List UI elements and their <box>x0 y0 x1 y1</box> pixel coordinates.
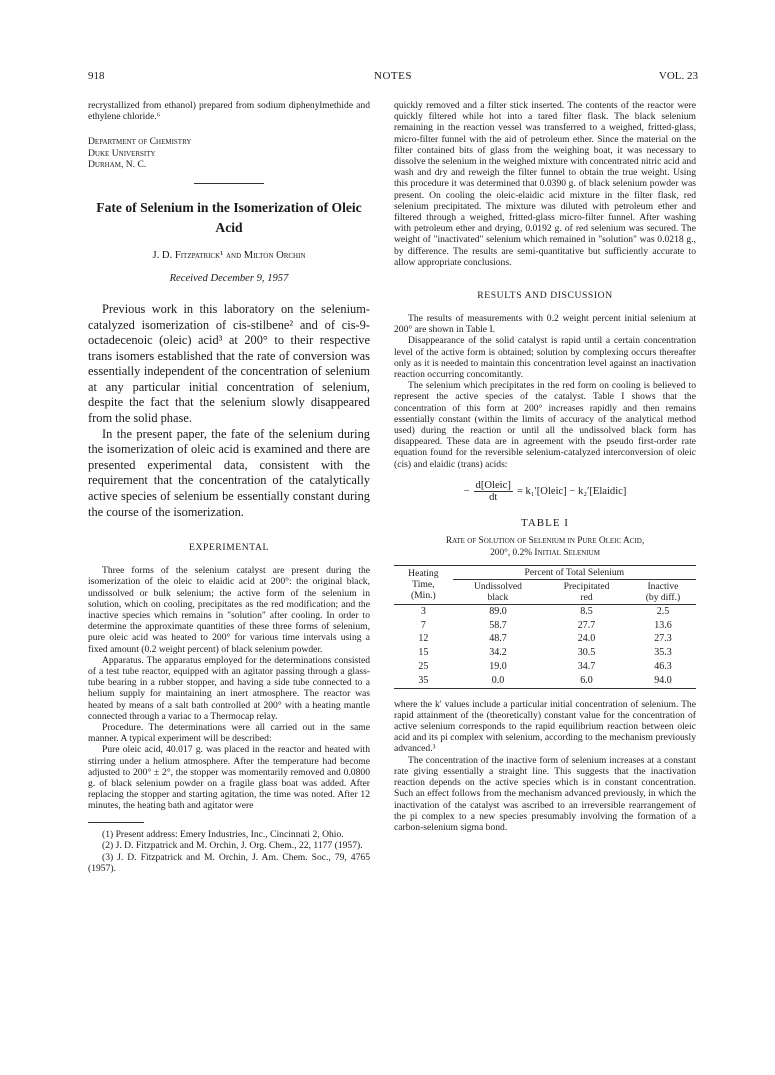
table-cell: 13.6 <box>654 619 672 631</box>
header-line: Time, <box>412 579 435 591</box>
discussion-paragraph: The concentration of the inactive form of selenium increases at a constant rate giving essentially a straight line. This suggests that the inactivation reaction depends on the active species which is in constant concentration. Such an effect follows from the mechanism advanced previously, in which the inactivation of the catalyst was ascribed to an irreversible rearrangement of the pi complex to a new species presumably involving the formation of a carbon-selenium sigma bond. <box>394 754 696 833</box>
results-heading: RESULTS AND DISCUSSION <box>477 290 613 302</box>
header-line: red <box>580 591 593 603</box>
table-cell: 34.7 <box>577 661 596 673</box>
table-row <box>394 632 696 646</box>
table-row <box>394 674 696 688</box>
page-header <box>88 70 698 84</box>
table-row <box>394 604 696 618</box>
table-caption <box>394 535 696 559</box>
intro-paragraph: Previous work in this laboratory on the selenium-catalyzed isomerization of cis-stilbene² and of cis-9-octadecenoic (oleic) acid³ at 200° to their respective trans isomers established that the rate of conversion was essentially independent of the concentration of selenium at any particular initial concentration of selenium, despite the fact that the selenium slowly disappeared from the solid phase. <box>88 301 370 426</box>
col-header-precipitated <box>543 579 630 604</box>
col-header-undissolved <box>453 579 544 604</box>
table-row <box>394 646 696 660</box>
footnote: (3) J. D. Fitzpatrick and M. Orchin, J. Am. Chem. Soc., 79, 4765 (1957). <box>88 851 370 875</box>
results-paragraph: The results of measurements with 0.2 weight percent initial selenium at 200° are shown in Table I. <box>394 313 696 336</box>
table-cell: 0.0 <box>453 674 544 688</box>
table-cell: 58.7 <box>489 619 507 631</box>
equation-fraction <box>474 480 513 503</box>
table-row <box>394 619 696 633</box>
col-header-inactive <box>630 579 696 604</box>
table-cell: 7 <box>420 619 426 631</box>
table-cell: 27.3 <box>654 633 672 645</box>
results-paragraph: The selenium which precipitates in the red form on cooling is believed to represent the active species of the catalyst. Table I shows that the concentration of this form at 200° increases rapidly and then remains essentially constant (within the limits of accuracy of the analytical method used) during the reaction or until all the undissolved black form has disappeared. These data are in agreement with the pseudo first-order rate equation found for the reversible selenium-catalyzed interconversion of oleic (cis) and elaidic (trans) acids: <box>394 380 696 470</box>
equation-minus: − <box>463 485 470 497</box>
header-line: Undissolved <box>473 580 522 592</box>
header-line: (Min.) <box>410 590 436 602</box>
left-column <box>88 100 370 875</box>
header-line: black <box>487 591 509 603</box>
table-cell: 8.5 <box>580 605 593 617</box>
table-caption-line: Rate of Solution of Selenium in Pure Oleic Acid, <box>445 535 645 546</box>
table-cell: 6.0 <box>543 674 630 688</box>
table-label: TABLE I <box>521 516 569 529</box>
table-cell: 30.5 <box>577 647 596 659</box>
experimental-heading: EXPERIMENTAL <box>189 542 269 554</box>
address-line: Department of Chemistry <box>88 136 192 148</box>
right-column <box>394 100 696 833</box>
table-cell: 27.7 <box>577 619 596 631</box>
header-line: Precipitated <box>563 580 610 592</box>
header-line: Heating <box>408 568 439 580</box>
intro-paragraph: In the present paper, the fate of the selenium during the isomerization of oleic acid is examined and there are presented experimental data, consistent with the requirement that the concentration of the catalytically active species of selenium be essentially constant during the course of the isomerization. <box>88 426 370 519</box>
address-line: Duke University <box>88 147 156 159</box>
table-cell: 25 <box>418 661 429 673</box>
page-number: 918 <box>88 70 105 82</box>
col-header-span: Percent of Total Selenium <box>453 565 696 579</box>
table-cell: 12 <box>418 633 429 645</box>
footnote: (1) Present address: Emery Industries, Inc., Cincinnati 2, Ohio. <box>102 828 344 840</box>
address-line: Durham, N. C. <box>88 159 147 171</box>
table-cell: 35.3 <box>654 647 672 659</box>
table-cell: 34.2 <box>489 647 507 659</box>
table-cell: 94.0 <box>630 674 696 688</box>
results-paragraph: Disappearance of the solid catalyst is rapid until a certain concentration level of the active form is obtained; solution by complexing occurs thereafter only as it is needed to maintain this concentration level against an inactivation reaction occurring concomitantly. <box>394 335 696 381</box>
table-cell: 19.0 <box>489 661 507 673</box>
equation-denominator: dt <box>489 491 498 503</box>
volume-label: VOL. 23 <box>658 70 698 82</box>
address-block <box>88 136 370 171</box>
article-divider <box>194 183 264 184</box>
apparatus-paragraph: Apparatus. The apparatus employed for the determinations consisted of a test tube reactor, equipped with an agitator passing through a glass-tube bearing in a rubber stopper, and having a side tube connected to a helium supply for maintaining an inert atmosphere. The reactor was heated by means of a salt bath controlled at 200° with a heating mantle connected through a variac to a Thermocap relay. <box>88 654 370 722</box>
discussion-paragraph: where the k′ values include a particular initial concentration of selenium. The rapid attainment of the (theoretically) constant value for the concentration of active selenium corresponds to the rapid equilibrium reaction between oleic acid and its pi complex with selenium, according to the mechanism previously advanced.³ <box>394 698 696 755</box>
col-header-time <box>394 565 453 604</box>
table-caption-line: 200°, 0.2% Initial Selenium <box>490 547 600 558</box>
rate-equation <box>394 480 696 503</box>
article-authors: J. D. Fitzpatrick¹ and Milton Orchin <box>152 249 306 261</box>
procedure-continuation: quickly removed and a filter stick inserted. The contents of the reactor were quickly filtered while hot into a tared filter flask. The black selenium remaining in the reaction vessel was transferred to a weighed, fritted-glass, micro-filter funnel with the aid of petroleum ether. Since the material on the filter contained bits of glass from the weighing boat, it was necessary to dissolve the selenium in the weighed mixture with concentrated nitric acid and wash and dry and reweigh the filter funnel to obtain the true weight. Using this procedure it was determined that 0.0390 g. of black selenium powder was present. On cooling the oleic-elaidic acid mixture in the filter flask, red selenium precipitated. The mixture was diluted with petroleum ether and filtered through a weighed, fritted-glass micro-filter funnel. After washing with petroleum ether and drying, 0.0192 g. of red selenium was secured. The weight of "inactivated" selenium which remained in "solution" was 0.0218 g., by difference. The results are semi-quantitative but sufficiently accurate to allow appropriate conclusions. <box>394 100 696 268</box>
procedure-paragraph: Procedure. The determinations were all carried out in the same manner. A typical experiment will be described: <box>88 722 370 745</box>
table-cell: 15 <box>418 647 429 659</box>
equation-rhs: = k₁′[Oleic] − k₂′[Elaidic] <box>516 485 627 497</box>
table-cell: 48.7 <box>489 633 507 645</box>
article-title: Fate of Selenium in the Isomerization of Oleic Acid <box>96 199 362 235</box>
table-cell: 46.3 <box>654 661 672 673</box>
table-cell: 3 <box>420 605 426 617</box>
footnote-divider <box>88 822 144 823</box>
table-row <box>394 660 696 674</box>
header-line: (by diff.) <box>645 591 681 603</box>
table-cell: 89.0 <box>489 605 507 617</box>
previous-article-continuation: recrystallized from ethanol) prepared from sodium diphenylmethide and ethylene chloride.⁶ <box>88 100 370 123</box>
footnote: (2) J. D. Fitzpatrick and M. Orchin, J. Org. Chem., 22, 1177 (1957). <box>102 840 363 852</box>
table-cell: 35 <box>394 674 453 688</box>
table-cell: 24.0 <box>577 633 596 645</box>
equation-numerator: d[Oleic] <box>475 479 511 491</box>
typical-experiment-paragraph: Pure oleic acid, 40.017 g. was placed in the reactor and heated with stirring under a helium atmosphere. After the temperature had become adjusted to 200° ± 2°, the stopper was momentarily removed and 0.0800 g. of black selenium powder on a fragile glass boat was added. After replacing the stopper and starting agitation, the time was noted. After 12 minutes, the heating bath and agitator were <box>88 744 370 812</box>
header-line: Inactive <box>647 580 679 592</box>
experimental-paragraph: Three forms of the selenium catalyst are present during the isomerization of the oleic to elaidic acid at 200°: the original black, undissolved or bulk selenium; the active form of the selenium in solution, which on cooling, precipitates as the red modification; and the inactive species which remains in "solution" after cooling. In order to determine the approximate quantities of these three forms of selenium, pure oleic acid was heated to 200° for various time intervals using a fixed amount (0.2 weight percent) of black selenium powder. <box>88 565 370 655</box>
running-head: NOTES <box>374 70 412 82</box>
selenium-table <box>394 565 696 689</box>
table-cell: 2.5 <box>656 605 670 617</box>
received-date: Received December 9, 1957 <box>169 272 289 284</box>
